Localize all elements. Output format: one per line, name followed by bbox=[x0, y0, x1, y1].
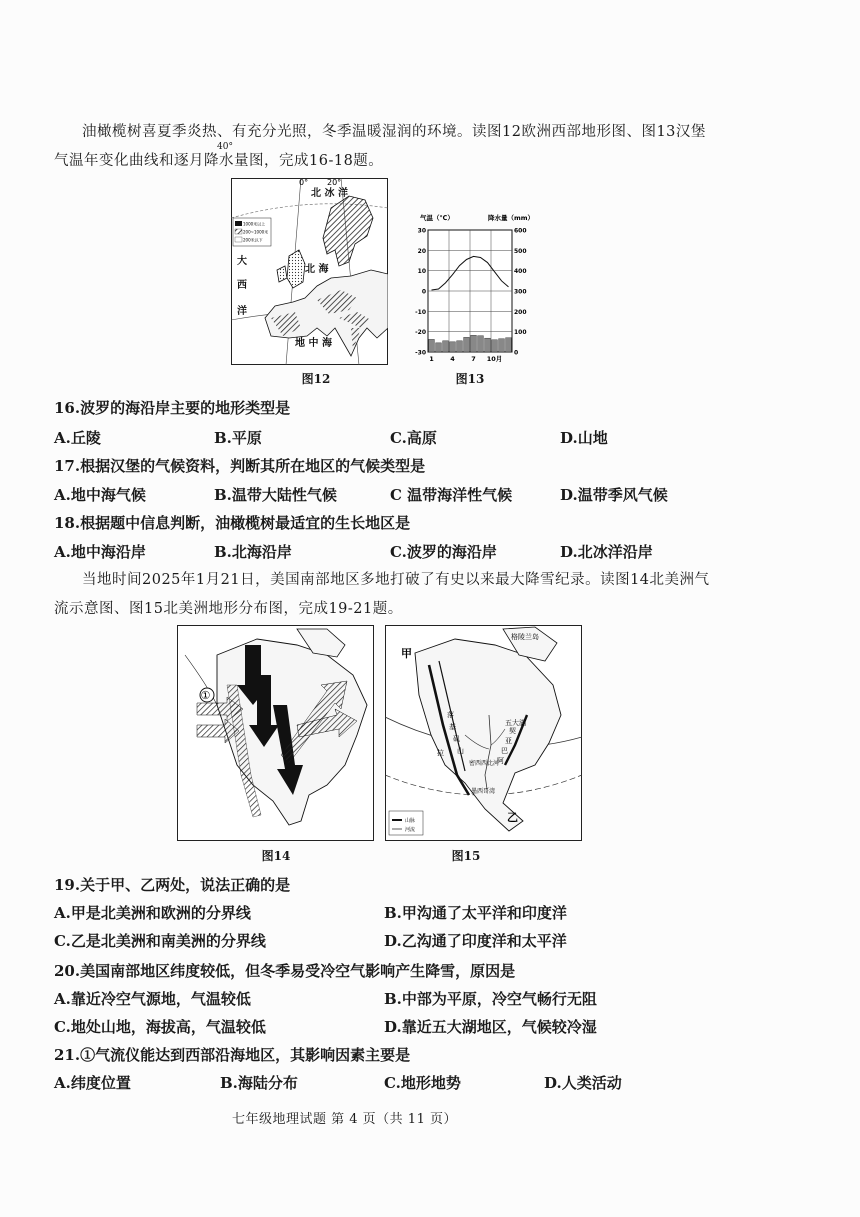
fig13-precip-bar bbox=[478, 336, 484, 352]
fig13-temp-tick: -10 bbox=[415, 308, 426, 316]
fig13-month-tick: 1 bbox=[429, 355, 434, 363]
fig13-temp-tick: -30 bbox=[415, 349, 426, 357]
fig12-legend-high: 1000米以上 bbox=[243, 221, 266, 227]
fig13-precip-bar bbox=[450, 342, 456, 352]
q16-option-c[interactable]: C.高原 bbox=[390, 429, 437, 447]
page-footer: 七年级地理试题 第 4 页（共 11 页） bbox=[232, 1112, 457, 1127]
fig15-jia-label: 甲 bbox=[401, 647, 412, 660]
fig12-lon-0: 0° bbox=[299, 178, 309, 187]
q16-option-d[interactable]: D.山地 bbox=[560, 429, 608, 447]
fig12-lat-label: 40° bbox=[217, 142, 233, 152]
q16-option-a[interactable]: A.丘陵 bbox=[54, 429, 101, 447]
fig12-arctic-ocean: 北 冰 洋 bbox=[311, 188, 348, 199]
intro-paragraph-1-line-1: 油橄榄树喜夏季炎热、有充分光照，冬季温暖湿润的环境。读图12欧洲西部地形图、图13汉堡 bbox=[82, 124, 706, 140]
fig13-precip-bar bbox=[436, 343, 442, 352]
figure-14-airflow-map bbox=[177, 625, 374, 841]
fig13-temp-tick: 10 bbox=[417, 268, 426, 276]
fig15-greenland: 格陵兰岛 bbox=[511, 633, 539, 641]
q17-option-c[interactable]: C 温带海洋性气候 bbox=[390, 486, 513, 504]
q18-option-c[interactable]: C.波罗的海沿岸 bbox=[390, 543, 497, 561]
fig12-atlantic-3: 洋 bbox=[237, 306, 247, 317]
q21-option-d[interactable]: D.人类活动 bbox=[544, 1074, 622, 1092]
fig15-rocky-3: 矶 bbox=[453, 735, 460, 743]
fig15-mississippi: 密西西比河 bbox=[469, 760, 500, 767]
fig13-precip-bar bbox=[457, 341, 463, 352]
fig13-month-tick: 4 bbox=[450, 355, 455, 363]
fig13-month-tick: 7 bbox=[471, 355, 476, 363]
q19-option-d[interactable]: D.乙沟通了印度洋和太平洋 bbox=[384, 932, 567, 950]
q18-option-a[interactable]: A.地中海沿岸 bbox=[54, 543, 146, 561]
fig13-precip-bar bbox=[443, 341, 449, 352]
fig13-precip-bar bbox=[471, 335, 477, 352]
q20-option-a[interactable]: A.靠近冷空气源地，气温较低 bbox=[54, 990, 251, 1008]
figure-15-terrain-map bbox=[385, 625, 582, 841]
fig13-precip-label: 降水量（mm） bbox=[488, 214, 532, 222]
q21-option-b[interactable]: B.海陆分布 bbox=[220, 1074, 298, 1092]
fig15-legend-river: 河流 bbox=[405, 827, 416, 833]
fig12-legend-mid: 200~1000米 bbox=[243, 229, 269, 235]
fig15-yi-label: 乙 bbox=[507, 811, 518, 824]
fig13-precip-bar bbox=[492, 340, 498, 352]
fig14-marker-1: ① bbox=[200, 689, 211, 702]
fig13-precip-tick: 400 bbox=[514, 268, 527, 276]
fig15-app-3: 巴 bbox=[501, 747, 508, 755]
fig15-rocky-1: 落 bbox=[447, 711, 454, 719]
fig13-temp-tick: -20 bbox=[415, 329, 426, 337]
fig15-rocky-4: 山 bbox=[457, 747, 464, 755]
fig13-temp-tick: 30 bbox=[417, 227, 426, 235]
fig13-precip-bar bbox=[499, 339, 505, 352]
q17-option-a[interactable]: A.地中海气候 bbox=[54, 486, 146, 504]
figure-12-caption: 图12 bbox=[301, 372, 331, 386]
fig15-legend-mountain: 山脉 bbox=[405, 818, 416, 824]
fig13-precip-tick: 200 bbox=[514, 308, 527, 316]
fig13-precip-tick: 600 bbox=[514, 227, 527, 235]
figure-14-caption: 图14 bbox=[261, 849, 291, 863]
fig15-app-4: 阿 bbox=[497, 757, 504, 765]
q20-option-c[interactable]: C.地处山地，海拔高，气温较低 bbox=[54, 1018, 266, 1036]
fig15-app-1: 契 bbox=[509, 727, 516, 735]
fig15-gulf: 墨西哥湾 bbox=[471, 788, 496, 795]
fig15-great-lakes: 五大湖 bbox=[505, 719, 526, 727]
intro-paragraph-2-line-1: 当地时间2025年1月21日，美国南部地区多地打破了有史以来最大降雪纪录。读图14北美洲气 bbox=[82, 572, 710, 588]
q19-option-c[interactable]: C.乙是北美洲和南美洲的分界线 bbox=[54, 932, 266, 950]
fig12-north-sea: 北 海 bbox=[305, 264, 329, 275]
fig15-app-2: 亚 bbox=[505, 737, 512, 745]
fig13-precip-tick: 0 bbox=[514, 349, 519, 357]
fig13-temp-tick: 0 bbox=[421, 288, 426, 296]
fig13-month-tick: 10月 bbox=[486, 355, 503, 363]
fig13-precip-tick: 100 bbox=[514, 329, 527, 337]
fig12-med-sea: 地 中 海 bbox=[295, 338, 332, 349]
fig13-temp-label: 气温（℃） bbox=[420, 214, 454, 222]
question-21-stem: 21.①气流仪能达到西部沿海地区，其影响因素主要是 bbox=[54, 1046, 411, 1064]
fig15-rocky-2: 基 bbox=[449, 723, 456, 731]
fig12-legend-low: 200米以下 bbox=[243, 237, 263, 243]
intro-paragraph-1-line-2: 气温年变化曲线和逐月降水量图，完成16-18题。 bbox=[54, 153, 384, 169]
intro-paragraph-2-line-2: 流示意图、图15北美洲地形分布图，完成19-21题。 bbox=[54, 601, 403, 617]
fig12-atlantic-1: 大 bbox=[237, 256, 247, 267]
figure-13-caption: 图13 bbox=[455, 372, 485, 386]
q16-option-b[interactable]: B.平原 bbox=[214, 429, 262, 447]
fig13-precip-bar bbox=[506, 338, 512, 352]
fig13-temp-tick: 20 bbox=[417, 247, 426, 255]
q19-option-a[interactable]: A.甲是北美洲和欧洲的分界线 bbox=[54, 904, 251, 922]
q19-option-b[interactable]: B.甲沟通了太平洋和印度洋 bbox=[384, 904, 567, 922]
q18-option-d[interactable]: D.北冰洋沿岸 bbox=[560, 543, 653, 561]
fig13-precip-tick: 500 bbox=[514, 247, 527, 255]
fig13-precip-bar bbox=[429, 339, 435, 352]
fig12-atlantic-2: 西 bbox=[237, 280, 247, 291]
q21-option-a[interactable]: A.纬度位置 bbox=[54, 1074, 131, 1092]
q21-option-c[interactable]: C.地形地势 bbox=[384, 1074, 461, 1092]
figure-12-europe-map bbox=[231, 178, 388, 365]
fig15-la: 拉 bbox=[437, 749, 444, 757]
fig13-precip-bar bbox=[464, 337, 470, 352]
q17-option-b[interactable]: B.温带大陆性气候 bbox=[214, 486, 337, 504]
figure-15-caption: 图15 bbox=[451, 849, 481, 863]
question-19-stem: 19.关于甲、乙两处，说法正确的是 bbox=[54, 876, 291, 894]
question-20-stem: 20.美国南部地区纬度较低，但冬季易受冷空气影响产生降雪，原因是 bbox=[54, 962, 516, 980]
question-16-stem: 16.波罗的海沿岸主要的地形类型是 bbox=[54, 399, 291, 417]
fig13-precip-bar bbox=[485, 338, 491, 352]
question-17-stem: 17.根据汉堡的气候资料，判断其所在地区的气候类型是 bbox=[54, 457, 426, 475]
question-18-stem: 18.根据题中信息判断，油橄榄树最适宜的生长地区是 bbox=[54, 514, 411, 532]
figure-13-climate-chart bbox=[408, 212, 532, 372]
q20-option-d[interactable]: D.靠近五大湖地区，气候较冷湿 bbox=[384, 1018, 597, 1036]
q18-option-b[interactable]: B.北海沿岸 bbox=[214, 543, 292, 561]
fig12-lon-20: 20° bbox=[327, 178, 342, 187]
q20-option-b[interactable]: B.中部为平原，冷空气畅行无阻 bbox=[384, 990, 597, 1008]
fig13-precip-tick: 300 bbox=[514, 288, 527, 296]
q17-option-d[interactable]: D.温带季风气候 bbox=[560, 486, 668, 504]
